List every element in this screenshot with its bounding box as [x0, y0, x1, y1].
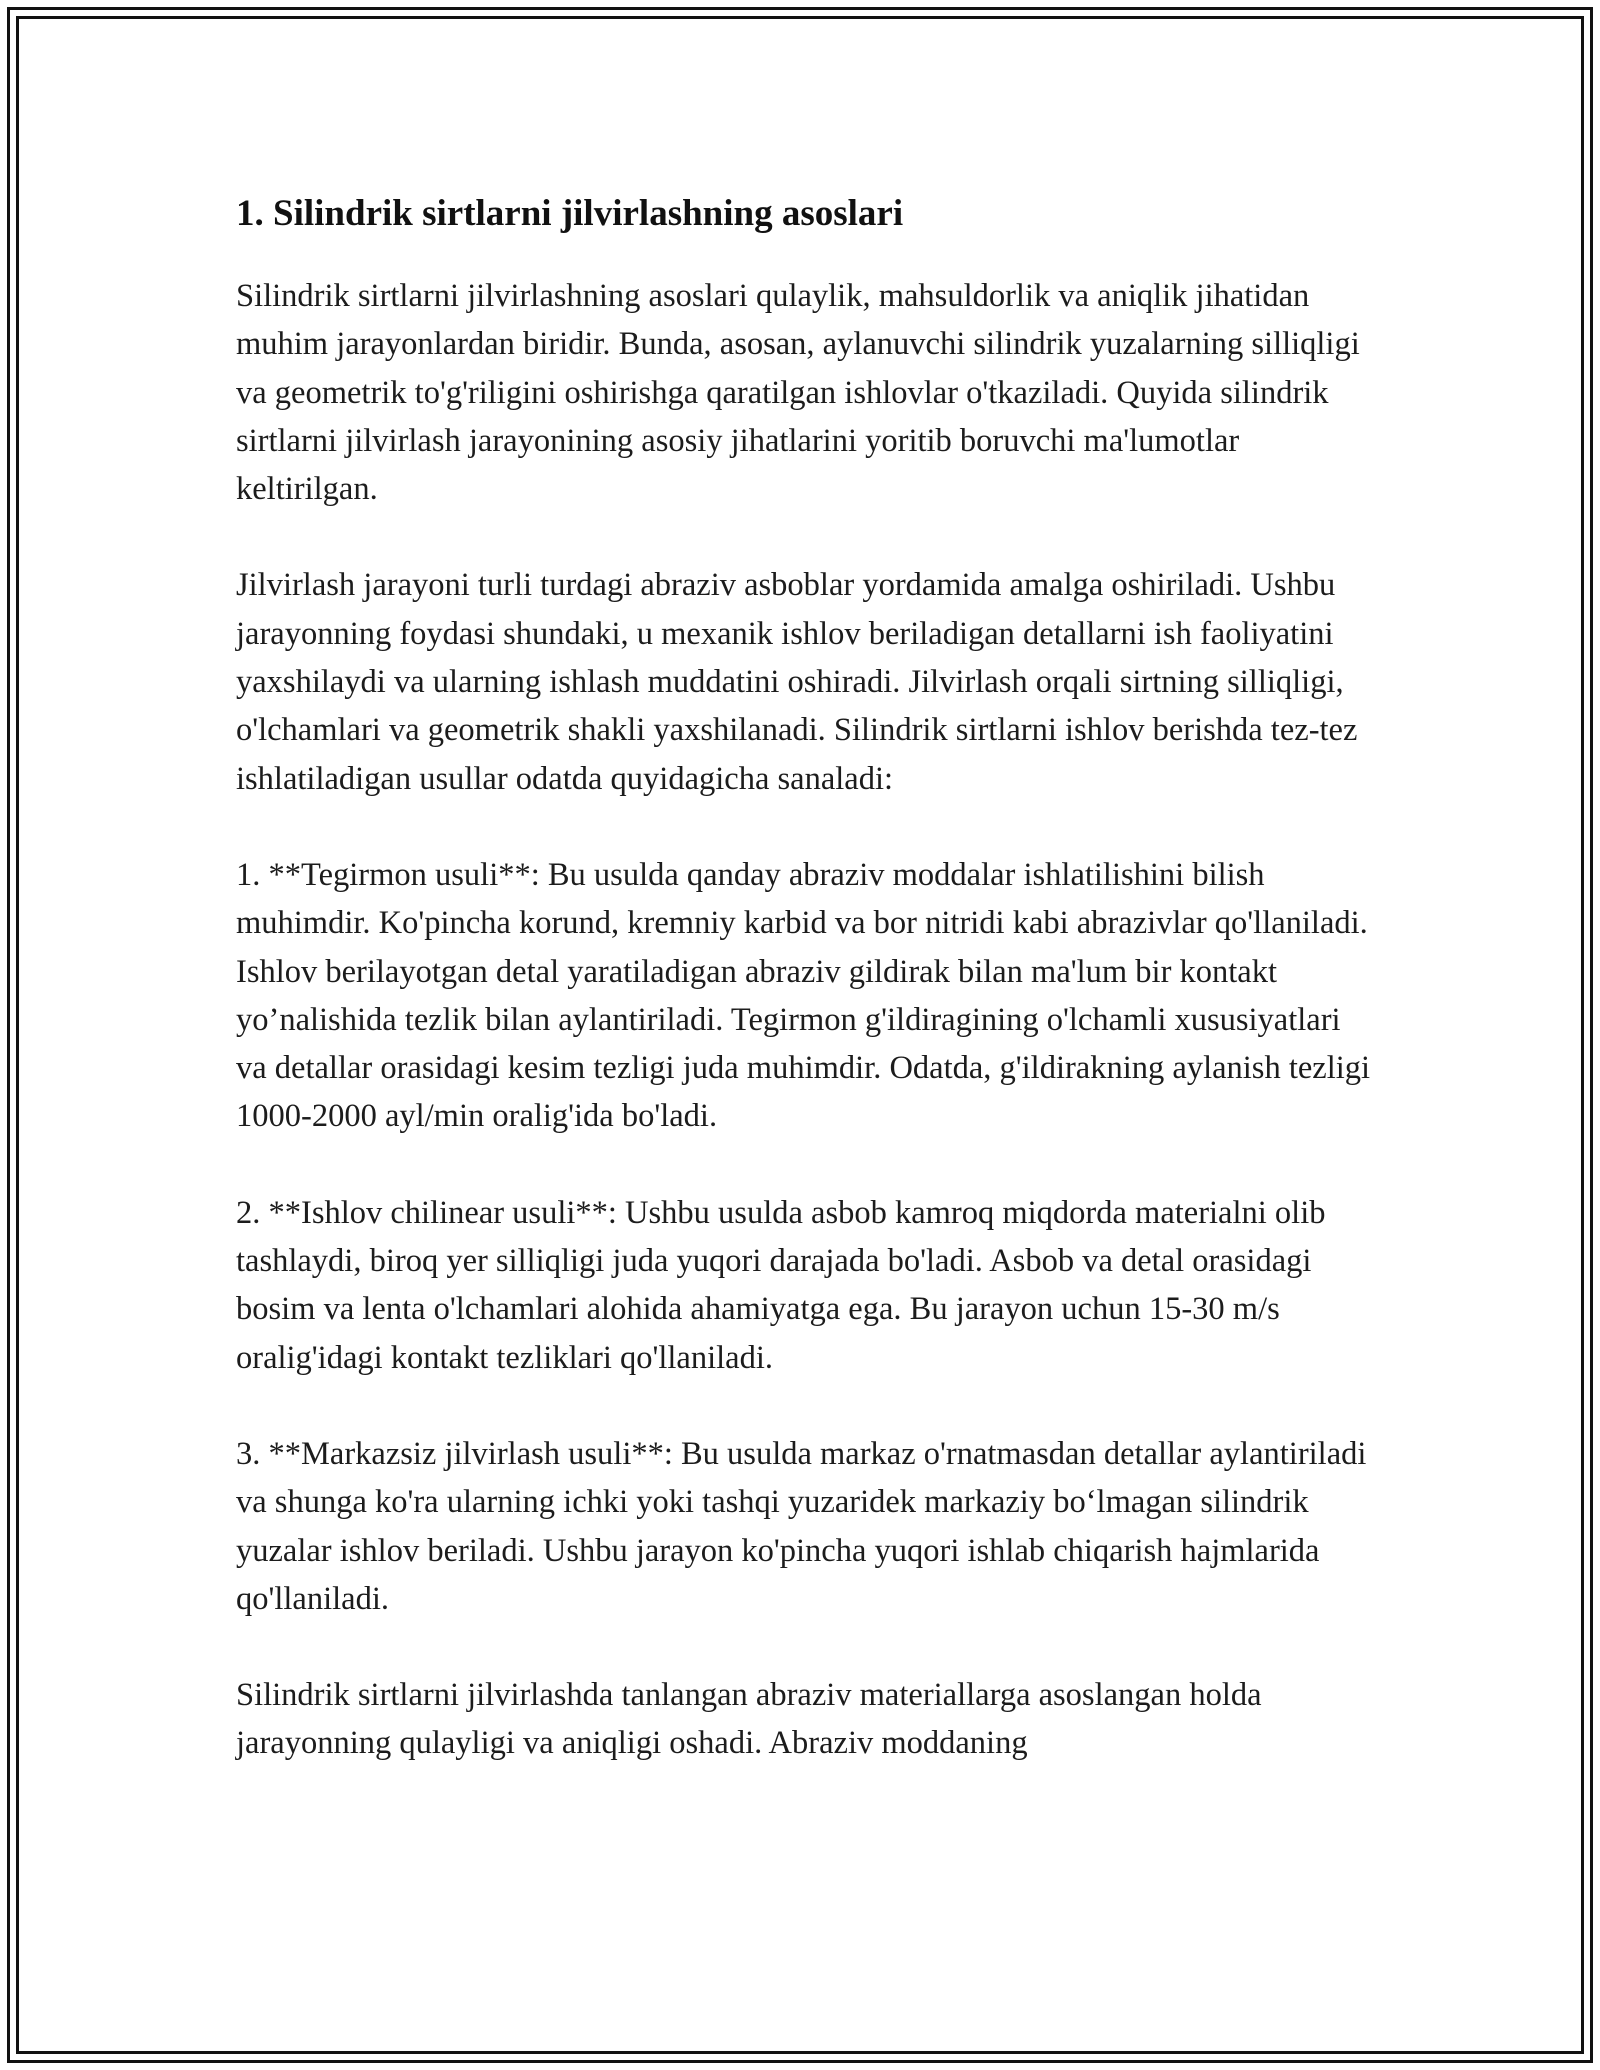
list-item-method-2: 2. **Ishlov chilinear usuli**: Ushbu usulda asbob kamroq miqdorda materialni olib tashlaydi, biroq yer silliqligi juda yuqori darajada bo'ladi. Asbob va detal orasidagi bosim va lenta o'lchamlari alohida ahamiyatga ega. Bu jarayon uchun 15-30 m/s oralig'idagi kontakt tezliklari qo'llaniladi.	[236, 1194, 1326, 1376]
paragraph-intro: Silindrik sirtlarni jilvirlashning asoslari qulaylik, mahsuldorlik va aniqlik jihatidan muhim jarayonlardan biridir. Bunda, asosan, aylanuvchi silindrik yuzalarning silliqligi va geometrik to'g'riligini oshirishga qaratilgan ishlovlar o'tkaziladi. Quyida silindrik sirtlarni jilvirlash jarayonining asosiy jihatlarini yoritib boruvchi ma'lumotlar keltirilgan.	[236, 278, 1360, 508]
paragraph-process: Jilvirlash jarayoni turli turdagi abraziv asboblar yordamida amalga oshiriladi. Ushbu jarayonning foydasi shundaki, u mexanik ishlov beriladigan detallarni ish faoliyatini yaxshilaydi va ularning ishlash muddatini oshiradi. Jilvirlash orqali sirtning silliqligi, o'lchamlari va geometrik shakli yaxshilanadi. Silindrik sirtlarni ishlov berishda tez-tez ishlatiladigan usullar odatda quyidagicha sanaladi:	[236, 567, 1358, 797]
document-body	[236, 186, 1376, 1816]
list-item-method-1: 1. **Tegirmon usuli**: Bu usulda qanday abraziv moddalar ishlatilishini bilish muhimdir. Ko'pincha korund, kremniy karbid va bor nitridi kabi abrazivlar qo'llaniladi. Ishlov berilayotgan detal yaratiladigan abraziv gildirak bilan ma'lum bir kontakt yo’nalishida tezlik bilan aylantiriladi. Tegirmon g'ildiragining o'lchamli xususiyatlari va detallar orasidagi kesim tezligi juda muhimdir. Odatda, g'ildirakning aylanish tezligi 1000-2000 ayl/min oralig'ida bo'ladi.	[236, 856, 1371, 1135]
section-heading: 1. Silindrik sirtlarni jilvirlashning asoslari	[236, 193, 904, 234]
paragraph-conclusion: Silindrik sirtlarni jilvirlashda tanlangan abraziv materiallarga asoslangan holda jarayonning qulayligi va aniqligi oshadi. Abraziv moddaning	[236, 1677, 1262, 1762]
list-item-method-3: 3. **Markazsiz jilvirlash usuli**: Bu usulda markaz o'rnatmasdan detallar aylantiriladi va shunga ko'ra ularning ichki yoki tashqi yuzaridek markaziy bo‘lmagan silindrik yuzalar ishlov beriladi. Ushbu jarayon ko'pincha yuqori ishlab chiqarish hajmlarida qo'llaniladi.	[236, 1435, 1367, 1617]
